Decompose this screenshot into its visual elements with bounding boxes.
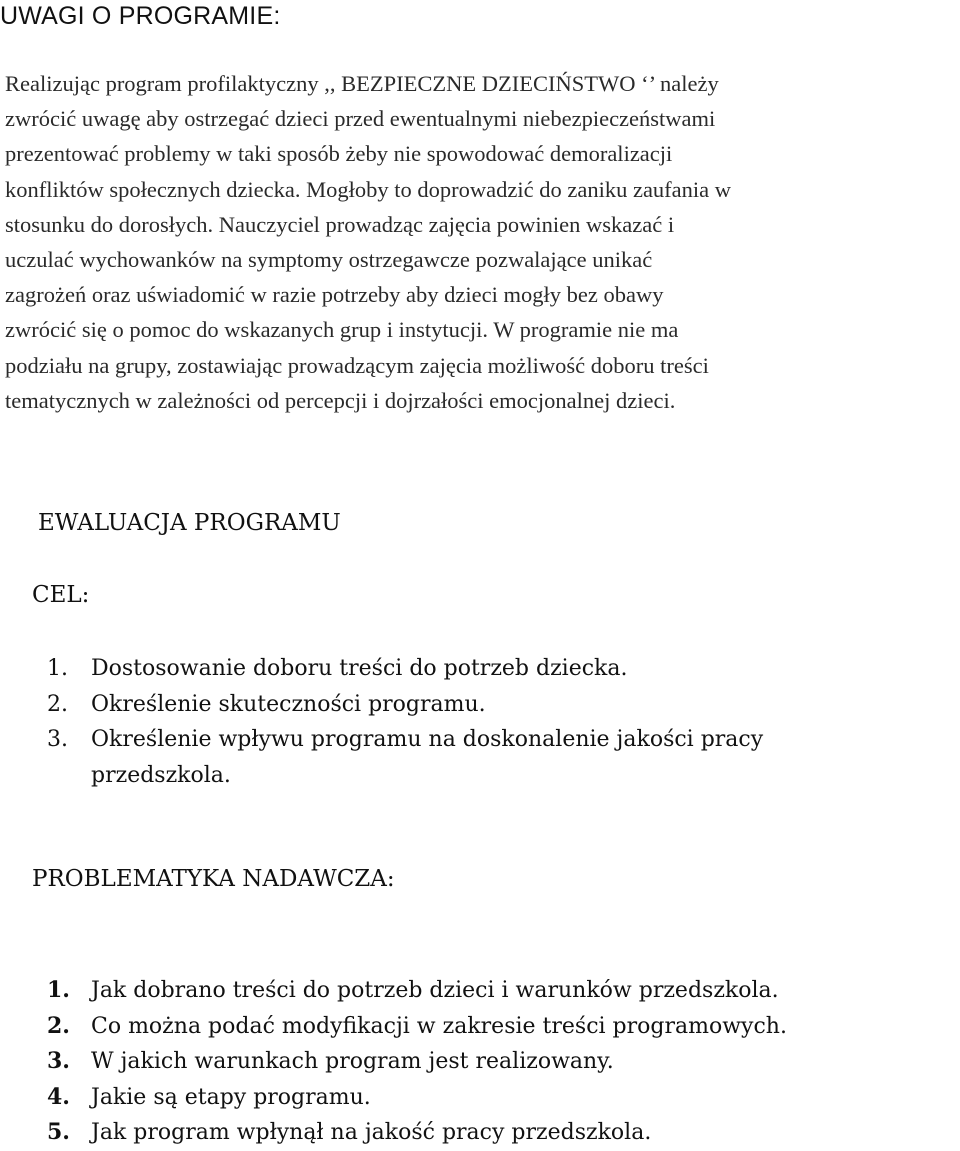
research-title: PROBLEMATYKA NADAWCZA: bbox=[32, 866, 395, 892]
goal-text: Dostosowanie doboru treści do potrzeb dziecka. bbox=[91, 656, 628, 681]
goal-text: Określenie wpływu programu na doskonalenie jakości pracy przedszkola. bbox=[91, 727, 764, 788]
question-item bbox=[47, 1080, 787, 1116]
goal-item bbox=[47, 722, 763, 793]
question-item bbox=[47, 1115, 787, 1151]
goal-number: 3. bbox=[47, 727, 68, 752]
question-number: 4. bbox=[47, 1083, 70, 1110]
questions-list bbox=[47, 973, 787, 1151]
page-heading: UWAGI O PROGRAMIE: bbox=[0, 2, 281, 30]
question-text: Jak program wpłynął na jakość pracy przedszkola. bbox=[91, 1120, 652, 1145]
question-text: Jak dobrano treści do potrzeb dzieci i warunków przedszkola. bbox=[91, 978, 779, 1003]
intro-paragraph: Realizując program profilaktyczny ,, BEZPIECZNE DZIECIŃSTWO ‘’ należy zwrócić uwagę aby ostrzegać dzieci przed ewentualnymi niebezpieczeństwami prezentować problemy w taki sposób żeby nie spowodować demoralizacji konfliktów społecznych dziecka. Mogłoby to doprowadzić do zaniku zaufania w stosunku do dorosłych. Nauczyciel prowadząc zajęcia powinien wskazać i uczulać wychowanków na symptomy ostrzegawcze pozwalające unikać zagrożeń oraz uświadomić w razie potrzeby aby dzieci mogły bez obawy zwrócić się o pomoc do wskazanych grup i instytucji. W programie nie ma podziału na grupy, zostawiając prowadzącym zajęcia możliwość doboru treści tematycznych w zależności od percepcji i dojrzałości emocjonalnej dzieci. bbox=[5, 71, 732, 413]
goal-number: 2. bbox=[47, 691, 68, 717]
question-item bbox=[47, 1044, 787, 1080]
goal-number: 1. bbox=[47, 656, 68, 681]
question-number: 1. bbox=[47, 977, 70, 1003]
question-number: 2. bbox=[47, 1012, 70, 1039]
goal-text: Określenie skuteczności programu. bbox=[91, 691, 486, 717]
question-item bbox=[47, 1009, 787, 1045]
question-text: Co można podać modyfikacji w zakresie treści programowych. bbox=[91, 1013, 787, 1039]
question-text: W jakich warunkach program jest realizowany. bbox=[91, 1049, 614, 1074]
goal-item bbox=[47, 651, 763, 687]
question-number: 5. bbox=[47, 1119, 70, 1145]
goals-list bbox=[47, 651, 763, 793]
evaluation-title: EWALUACJA PROGRAMU bbox=[38, 510, 341, 536]
question-text: Jakie są etapy programu. bbox=[91, 1084, 371, 1110]
question-item bbox=[47, 973, 787, 1009]
goal-label: CEL: bbox=[32, 582, 90, 608]
goal-item bbox=[47, 687, 763, 723]
question-number: 3. bbox=[47, 1048, 70, 1074]
